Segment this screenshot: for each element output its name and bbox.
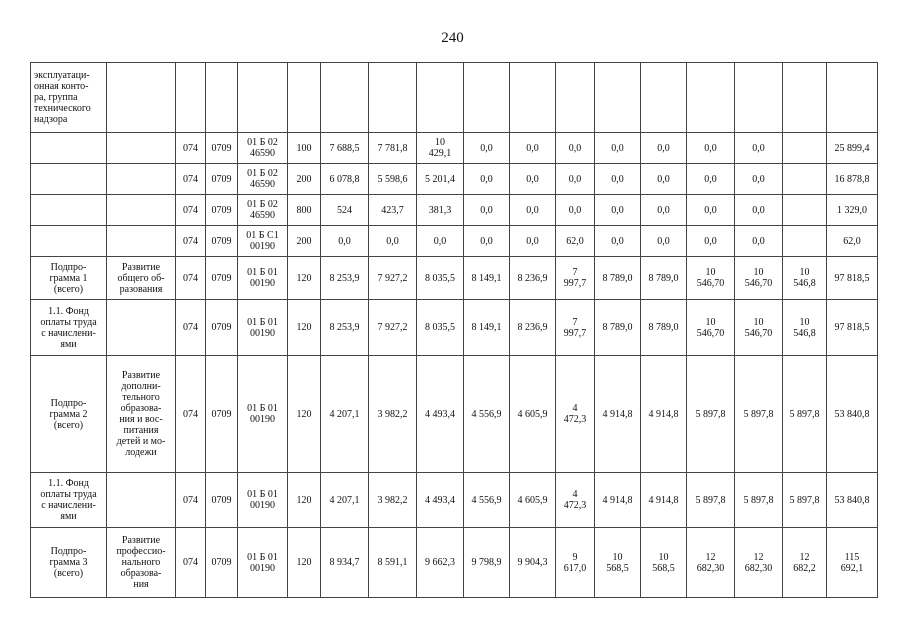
table-cell: [595, 63, 641, 133]
table-cell: 0709: [206, 356, 238, 473]
table-cell: 8 253,9: [321, 257, 369, 300]
table-cell: [735, 63, 783, 133]
table-cell: 120: [288, 300, 321, 356]
table-cell: 0,0: [510, 164, 556, 195]
table-cell: 800: [288, 195, 321, 226]
table-cell: 5 897,8: [735, 356, 783, 473]
table-cell: [641, 63, 687, 133]
table-cell: 8 149,1: [464, 257, 510, 300]
table-cell: 4 493,4: [417, 356, 464, 473]
program-name-cell: Подпро- грамма 2 (всего): [31, 356, 107, 473]
table-cell: 7 997,7: [556, 300, 595, 356]
table-cell: 0709: [206, 300, 238, 356]
table-cell: 8 035,5: [417, 257, 464, 300]
table-cell: 074: [176, 226, 206, 257]
table-cell: [783, 63, 827, 133]
program-name-cell: 1.1. Фонд оплаты труда с начислени- ями: [31, 300, 107, 356]
table-cell: 8 591,1: [369, 528, 417, 598]
total-cell: 53 840,8: [827, 473, 878, 528]
table-cell: 0,0: [556, 164, 595, 195]
table-cell: 8 934,7: [321, 528, 369, 598]
program-description-cell: Развитие профессио- нального образова- ния: [107, 528, 176, 598]
table-cell: 0,0: [369, 226, 417, 257]
table-cell: [321, 63, 369, 133]
table-cell: 0709: [206, 528, 238, 598]
table-cell: 4 207,1: [321, 356, 369, 473]
table-cell: [687, 63, 735, 133]
table-cell: 0,0: [510, 195, 556, 226]
table-cell: 6 078,8: [321, 164, 369, 195]
table-cell: 12 682,30: [687, 528, 735, 598]
program-description-cell: [107, 133, 176, 164]
page-number: 240: [441, 30, 464, 46]
table-cell: 0,0: [595, 226, 641, 257]
table-cell: 074: [176, 257, 206, 300]
table-row: [31, 164, 878, 195]
table-cell: [176, 63, 206, 133]
table-cell: 3 982,2: [369, 473, 417, 528]
table-cell: 4 493,4: [417, 473, 464, 528]
total-cell: 1 329,0: [827, 195, 878, 226]
table-cell: 074: [176, 356, 206, 473]
table-cell: 10 546,8: [783, 300, 827, 356]
table-cell: 4 207,1: [321, 473, 369, 528]
table-cell: 0,0: [595, 133, 641, 164]
total-cell: 97 818,5: [827, 300, 878, 356]
table-cell: 0709: [206, 164, 238, 195]
table-cell: [417, 63, 464, 133]
table-cell: 10 568,5: [641, 528, 687, 598]
table-cell: 8 789,0: [641, 257, 687, 300]
table-cell: [783, 133, 827, 164]
table-cell: 200: [288, 226, 321, 257]
table-cell: 100: [288, 133, 321, 164]
table-cell: 7 781,8: [369, 133, 417, 164]
budget-table: [30, 62, 878, 598]
program-description-cell: Развитие общего об- разования: [107, 257, 176, 300]
table-cell: 0,0: [735, 226, 783, 257]
program-description-cell: [107, 226, 176, 257]
table-cell: 4 605,9: [510, 473, 556, 528]
table-cell: 381,3: [417, 195, 464, 226]
total-cell: [827, 63, 878, 133]
table-cell: 5 897,8: [735, 473, 783, 528]
table-cell: 5 897,8: [783, 356, 827, 473]
table-cell: 9 662,3: [417, 528, 464, 598]
table-cell: 074: [176, 164, 206, 195]
table-cell: 5 897,8: [687, 356, 735, 473]
table-cell: 0,0: [735, 195, 783, 226]
table-cell: 0,0: [687, 195, 735, 226]
program-description-cell: [107, 473, 176, 528]
table-cell: 120: [288, 528, 321, 598]
table-cell: 423,7: [369, 195, 417, 226]
table-cell: 12 682,2: [783, 528, 827, 598]
table-cell: 7 997,7: [556, 257, 595, 300]
table-row: [31, 528, 878, 598]
table-cell: 10 546,70: [687, 257, 735, 300]
table-cell: 0,0: [321, 226, 369, 257]
table-cell: 0,0: [464, 164, 510, 195]
table-cell: 10 546,70: [687, 300, 735, 356]
table-cell: [464, 63, 510, 133]
table-cell: 0,0: [641, 133, 687, 164]
table-cell: 7 927,2: [369, 257, 417, 300]
table-cell: 0,0: [417, 226, 464, 257]
table-row: [31, 356, 878, 473]
table-cell: 0,0: [510, 133, 556, 164]
table-cell: 0,0: [641, 226, 687, 257]
table-cell: 8 035,5: [417, 300, 464, 356]
table-cell: 0,0: [464, 195, 510, 226]
table-cell: [206, 63, 238, 133]
table-cell: 074: [176, 473, 206, 528]
table-row: [31, 133, 878, 164]
table-cell: 0709: [206, 226, 238, 257]
table-cell: 5 897,8: [687, 473, 735, 528]
table-cell: 8 789,0: [595, 257, 641, 300]
table-cell: 4 472,3: [556, 473, 595, 528]
table-cell: 0,0: [641, 164, 687, 195]
table-cell: 0,0: [687, 226, 735, 257]
program-name-cell: [31, 226, 107, 257]
program-name-cell: [31, 133, 107, 164]
table-cell: 62,0: [556, 226, 595, 257]
table-cell: 01 Б С1 00190: [238, 226, 288, 257]
program-description-cell: [107, 300, 176, 356]
total-cell: 25 899,4: [827, 133, 878, 164]
table-cell: 8 789,0: [595, 300, 641, 356]
total-cell: 16 878,8: [827, 164, 878, 195]
table-cell: 9 617,0: [556, 528, 595, 598]
table-cell: 01 Б 01 00190: [238, 300, 288, 356]
table-cell: [238, 63, 288, 133]
table-cell: 120: [288, 473, 321, 528]
table-cell: [783, 195, 827, 226]
table-cell: [369, 63, 417, 133]
program-name-cell: Подпро- грамма 3 (всего): [31, 528, 107, 598]
table-cell: 0709: [206, 473, 238, 528]
table-cell: [288, 63, 321, 133]
program-description-cell: [107, 63, 176, 133]
table-row: [31, 226, 878, 257]
total-cell: 97 818,5: [827, 257, 878, 300]
table-cell: 5 598,6: [369, 164, 417, 195]
table-cell: 074: [176, 195, 206, 226]
table-cell: 01 Б 02 46590: [238, 133, 288, 164]
table-cell: 5 201,4: [417, 164, 464, 195]
table-cell: 0709: [206, 195, 238, 226]
total-cell: 62,0: [827, 226, 878, 257]
table-cell: 4 914,8: [595, 473, 641, 528]
table-cell: 5 897,8: [783, 473, 827, 528]
table-cell: 200: [288, 164, 321, 195]
table-cell: 120: [288, 257, 321, 300]
table-cell: 8 236,9: [510, 300, 556, 356]
table-cell: [510, 63, 556, 133]
table-cell: 8 789,0: [641, 300, 687, 356]
total-cell: 53 840,8: [827, 356, 878, 473]
table-cell: 4 472,3: [556, 356, 595, 473]
program-name-cell: Подпро- грамма 1 (всего): [31, 257, 107, 300]
table-cell: 01 Б 01 00190: [238, 257, 288, 300]
table-cell: [783, 164, 827, 195]
table-cell: 0,0: [735, 133, 783, 164]
program-description-cell: [107, 195, 176, 226]
table-cell: 01 Б 02 46590: [238, 195, 288, 226]
program-description-cell: Развитие дополни- тельного образова- ния и вос- питания детей и мо- лодежи: [107, 356, 176, 473]
table-row: [31, 300, 878, 356]
table-cell: 9 904,3: [510, 528, 556, 598]
table-cell: 01 Б 02 46590: [238, 164, 288, 195]
table-cell: 10 429,1: [417, 133, 464, 164]
table-cell: 01 Б 01 00190: [238, 473, 288, 528]
table-cell: 0709: [206, 257, 238, 300]
table-cell: 0,0: [687, 164, 735, 195]
table-cell: 524: [321, 195, 369, 226]
table-cell: 4 556,9: [464, 356, 510, 473]
table-cell: 0,0: [687, 133, 735, 164]
table-cell: 4 914,8: [641, 356, 687, 473]
table-cell: 01 Б 01 00190: [238, 356, 288, 473]
table-cell: 10 546,8: [783, 257, 827, 300]
table-cell: [556, 63, 595, 133]
table-cell: 4 914,8: [595, 356, 641, 473]
table-cell: 10 568,5: [595, 528, 641, 598]
program-name-cell: [31, 164, 107, 195]
table-cell: 4 605,9: [510, 356, 556, 473]
program-name-cell: эксплуатаци- онная конто- ра, группа технического надзора: [31, 63, 107, 133]
program-description-cell: [107, 164, 176, 195]
table-cell: 10 546,70: [735, 257, 783, 300]
table-cell: 9 798,9: [464, 528, 510, 598]
table-cell: [783, 226, 827, 257]
table-cell: 3 982,2: [369, 356, 417, 473]
table-cell: 01 Б 01 00190: [238, 528, 288, 598]
table-cell: 12 682,30: [735, 528, 783, 598]
table-cell: 074: [176, 133, 206, 164]
table-cell: 074: [176, 300, 206, 356]
table-cell: 074: [176, 528, 206, 598]
table-cell: 7 688,5: [321, 133, 369, 164]
table-row: [31, 63, 878, 133]
table-cell: 0,0: [510, 226, 556, 257]
table-cell: 0,0: [556, 195, 595, 226]
table-cell: 8 253,9: [321, 300, 369, 356]
table-cell: 8 236,9: [510, 257, 556, 300]
table-cell: 0,0: [595, 164, 641, 195]
program-name-cell: 1.1. Фонд оплаты труда с начислени- ями: [31, 473, 107, 528]
table-cell: 4 556,9: [464, 473, 510, 528]
table-row: [31, 473, 878, 528]
program-name-cell: [31, 195, 107, 226]
table-cell: 10 546,70: [735, 300, 783, 356]
table-cell: 0,0: [556, 133, 595, 164]
table-cell: 0,0: [641, 195, 687, 226]
table-cell: 0,0: [595, 195, 641, 226]
table-row: [31, 257, 878, 300]
table-cell: 0,0: [464, 133, 510, 164]
table-cell: 8 149,1: [464, 300, 510, 356]
table-cell: 0,0: [464, 226, 510, 257]
table-cell: 7 927,2: [369, 300, 417, 356]
table-cell: 0,0: [735, 164, 783, 195]
table-row: [31, 195, 878, 226]
table-cell: 120: [288, 356, 321, 473]
table-cell: 4 914,8: [641, 473, 687, 528]
table-cell: 0709: [206, 133, 238, 164]
total-cell: 115 692,1: [827, 528, 878, 598]
